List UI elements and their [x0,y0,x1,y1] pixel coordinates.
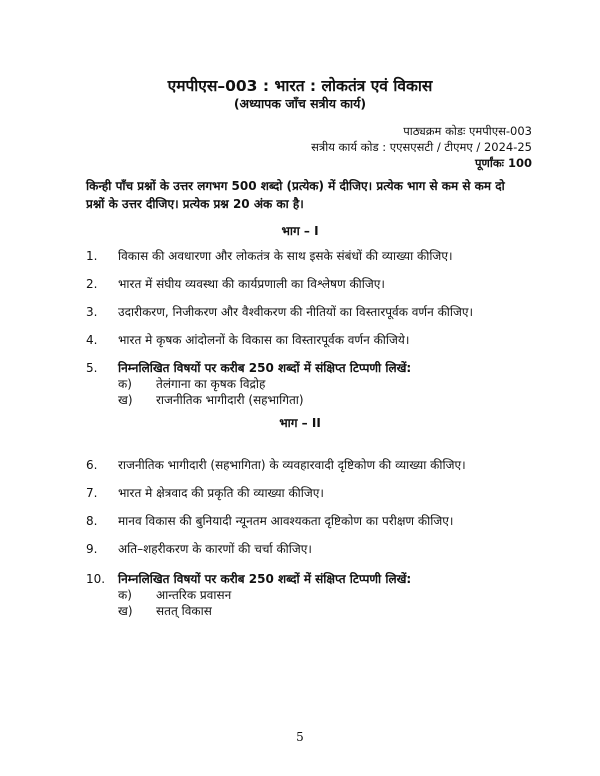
question-number: 4. [86,333,98,347]
question-text: मानव विकास की बुनियादी न्यूनतम आवश्यकता दृष्टिकोण का परीक्षण कीजिए। [118,514,454,528]
question-text: अति–शहरीकरण के कारणों की चर्चा कीजिए। [118,542,312,556]
question [86,540,312,557]
question-text: विकास की अवधारणा और लोकतंत्र के साथ इसके संबंधों की व्याख्या कीजिए। [118,249,453,263]
question-text: उदारीकरण, निजीकरण और वैश्वीकरण की नीतियों का विस्तारपूर्वक वर्णन कीजिए। [118,305,474,319]
question-number: 6. [86,458,98,472]
course-code: पाठ्यक्रम कोडः एमपीएस-003 [403,124,532,138]
sub-item-text: सतत् विकास [156,604,212,618]
question [86,359,411,376]
question-number: 7. [86,486,98,500]
sub-item-label: क) [118,377,132,391]
sub-item-text: राजनीतिक भागीदारी (सहभागिता) [156,393,304,407]
question [86,484,324,501]
sub-item [118,375,265,392]
sub-item-label: ख) [118,393,133,407]
question [86,331,409,348]
question-text: निम्नलिखित विषयों पर करीब 250 शब्दों में संक्षिप्त टिप्पणी लिखें: [118,361,412,375]
question [86,456,466,473]
assignment-code: सत्रीय कार्य कोड : एएसएसटी / टीएमए / 2024-25 [311,140,532,154]
sub-item [118,586,231,603]
question-number: 5. [86,361,98,375]
sub-item-label: ख) [118,604,133,618]
question [86,570,411,587]
question-number: 3. [86,305,98,319]
question-number: 1. [86,249,98,263]
sub-item [118,602,212,619]
question-number: 9. [86,542,98,556]
page-title: एमपीएस–003 : भारत : लोकतंत्र एवं विकास [167,77,433,95]
question [86,275,385,292]
question [86,303,473,320]
max-marks: पूर्णांकः 100 [475,156,532,170]
section-heading: भाग – I [281,224,319,238]
question-text: राजनीतिक भागीदारी (सहभागिता) के व्यवहारवादी दृष्टिकोण की व्याख्या कीजिए। [118,458,466,472]
sub-item-text: आन्तरिक प्रवासन [156,588,232,602]
section-heading: भाग – II [279,416,321,430]
sub-item-label: क) [118,588,132,602]
question-number: 8. [86,514,98,528]
question-number: 2. [86,277,98,291]
page-subtitle: (अध्यापक जाँच सत्रीय कार्य) [233,96,367,111]
instructions: किन्ही पाँच प्रश्नों के उत्तर लगभग 500 शब्दो (प्रत्येक) में दीजिए। प्रत्येक भाग से कम से कम दो प्रश्नों के उत्तर दीजिए। प्रत्येक प्रश्न 20 अंक का है। [86,179,505,211]
question [86,512,453,529]
question-number: 10. [86,572,106,586]
question-text: भारत मे क्षेत्रवाद की प्रकृति की व्याख्या कीजिए। [118,486,324,500]
question-text: भारत मे कृषक आंदोलनों के विकास का विस्तारपूर्वक वर्णन कीजिये। [118,333,410,347]
page-number: 5 [296,730,304,744]
question [86,247,453,264]
question-text: भारत में संघीय व्यवस्था की कार्यप्रणाली का विश्लेषण कीजिए। [118,277,385,291]
sub-item [118,391,304,408]
sub-item-text: तेलंगाना का कृषक विद्रोह [156,377,266,391]
question-text: निम्नलिखित विषयों पर करीब 250 शब्दों में संक्षिप्त टिप्पणी लिखें: [118,572,412,586]
